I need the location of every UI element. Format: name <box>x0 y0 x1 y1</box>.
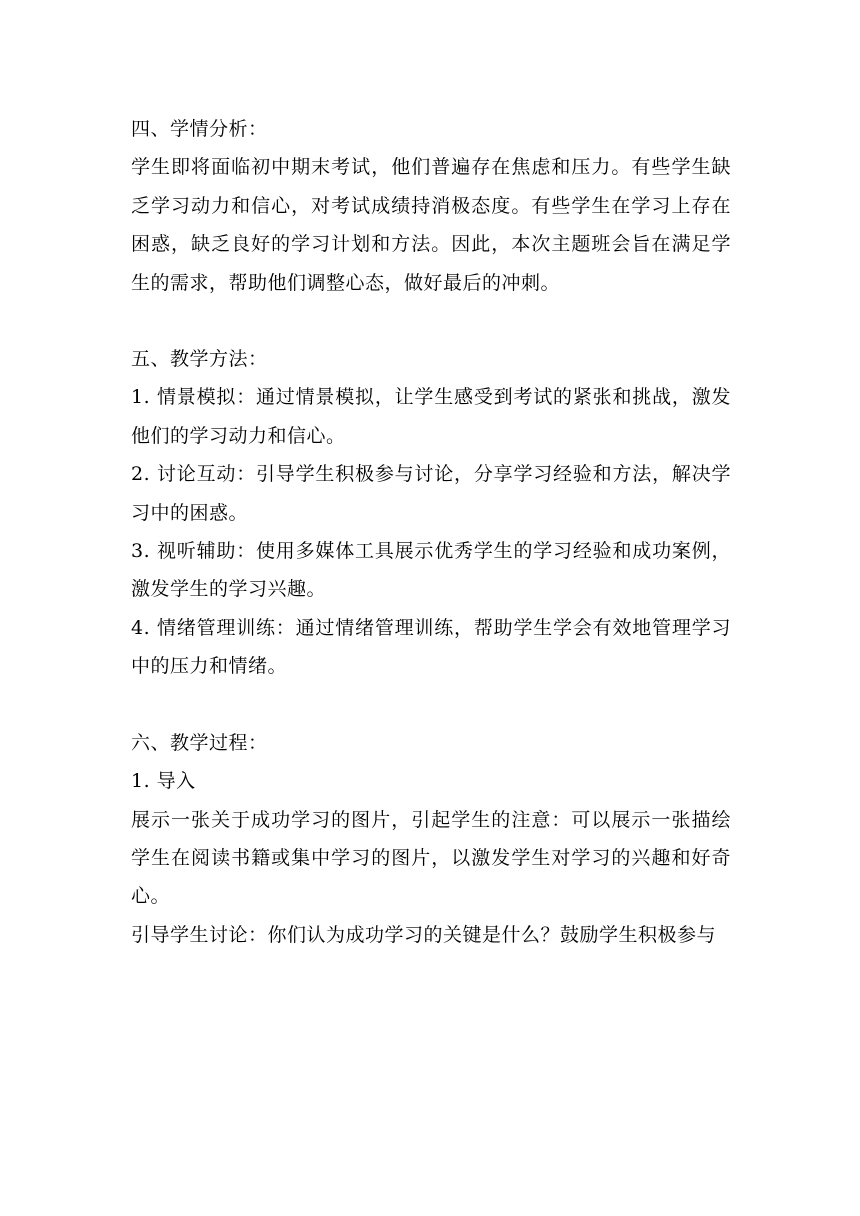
list-item: 2. 讨论互动：引导学生积极参与讨论，分享学习经验和方法，解决学习中的困惑。 <box>131 463 731 524</box>
paragraph: 引导学生讨论：你们认为成功学习的关键是什么？鼓励学生积极参与 <box>131 923 717 946</box>
list-item: 1. 情景模拟：通过情景模拟，让学生感受到考试的紧张和挑战，激发他们的学习动力和信心。 <box>131 386 731 447</box>
document-body <box>131 110 731 954</box>
subheading: 1. 导入 <box>131 770 196 793</box>
list-item: 3. 视听辅助：使用多媒体工具展示优秀学生的学习经验和成功案例，激发学生的学习兴趣。 <box>131 540 731 601</box>
paragraph: 学生即将面临初中期末考试，他们普遍存在焦虑和压力。有些学生缺乏学习动力和信心，对考试成绩持消极态度。有些学生在学习上存在困惑，缺乏良好的学习计划和方法。因此，本次主题班会旨在满足学生的需求，帮助他们调整心态，做好最后的冲刺。 <box>131 156 731 294</box>
section-heading: 四、学情分析： <box>131 118 268 140</box>
list-item: 4. 情绪管理训练：通过情绪管理训练，帮助学生学会有效地管理学习中的压力和情绪。 <box>131 616 731 678</box>
section-teaching-methods <box>131 340 731 686</box>
section-learning-analysis <box>131 110 731 302</box>
section-heading: 六、教学过程： <box>131 731 268 754</box>
paragraph: 展示一张关于成功学习的图片，引起学生的注意：可以展示一张描绘学生在阅读书籍或集中学习的图片，以激发学生对学习的兴趣和好奇心。 <box>131 808 731 908</box>
section-heading: 五、教学方法： <box>131 348 268 371</box>
section-teaching-process <box>131 724 731 954</box>
